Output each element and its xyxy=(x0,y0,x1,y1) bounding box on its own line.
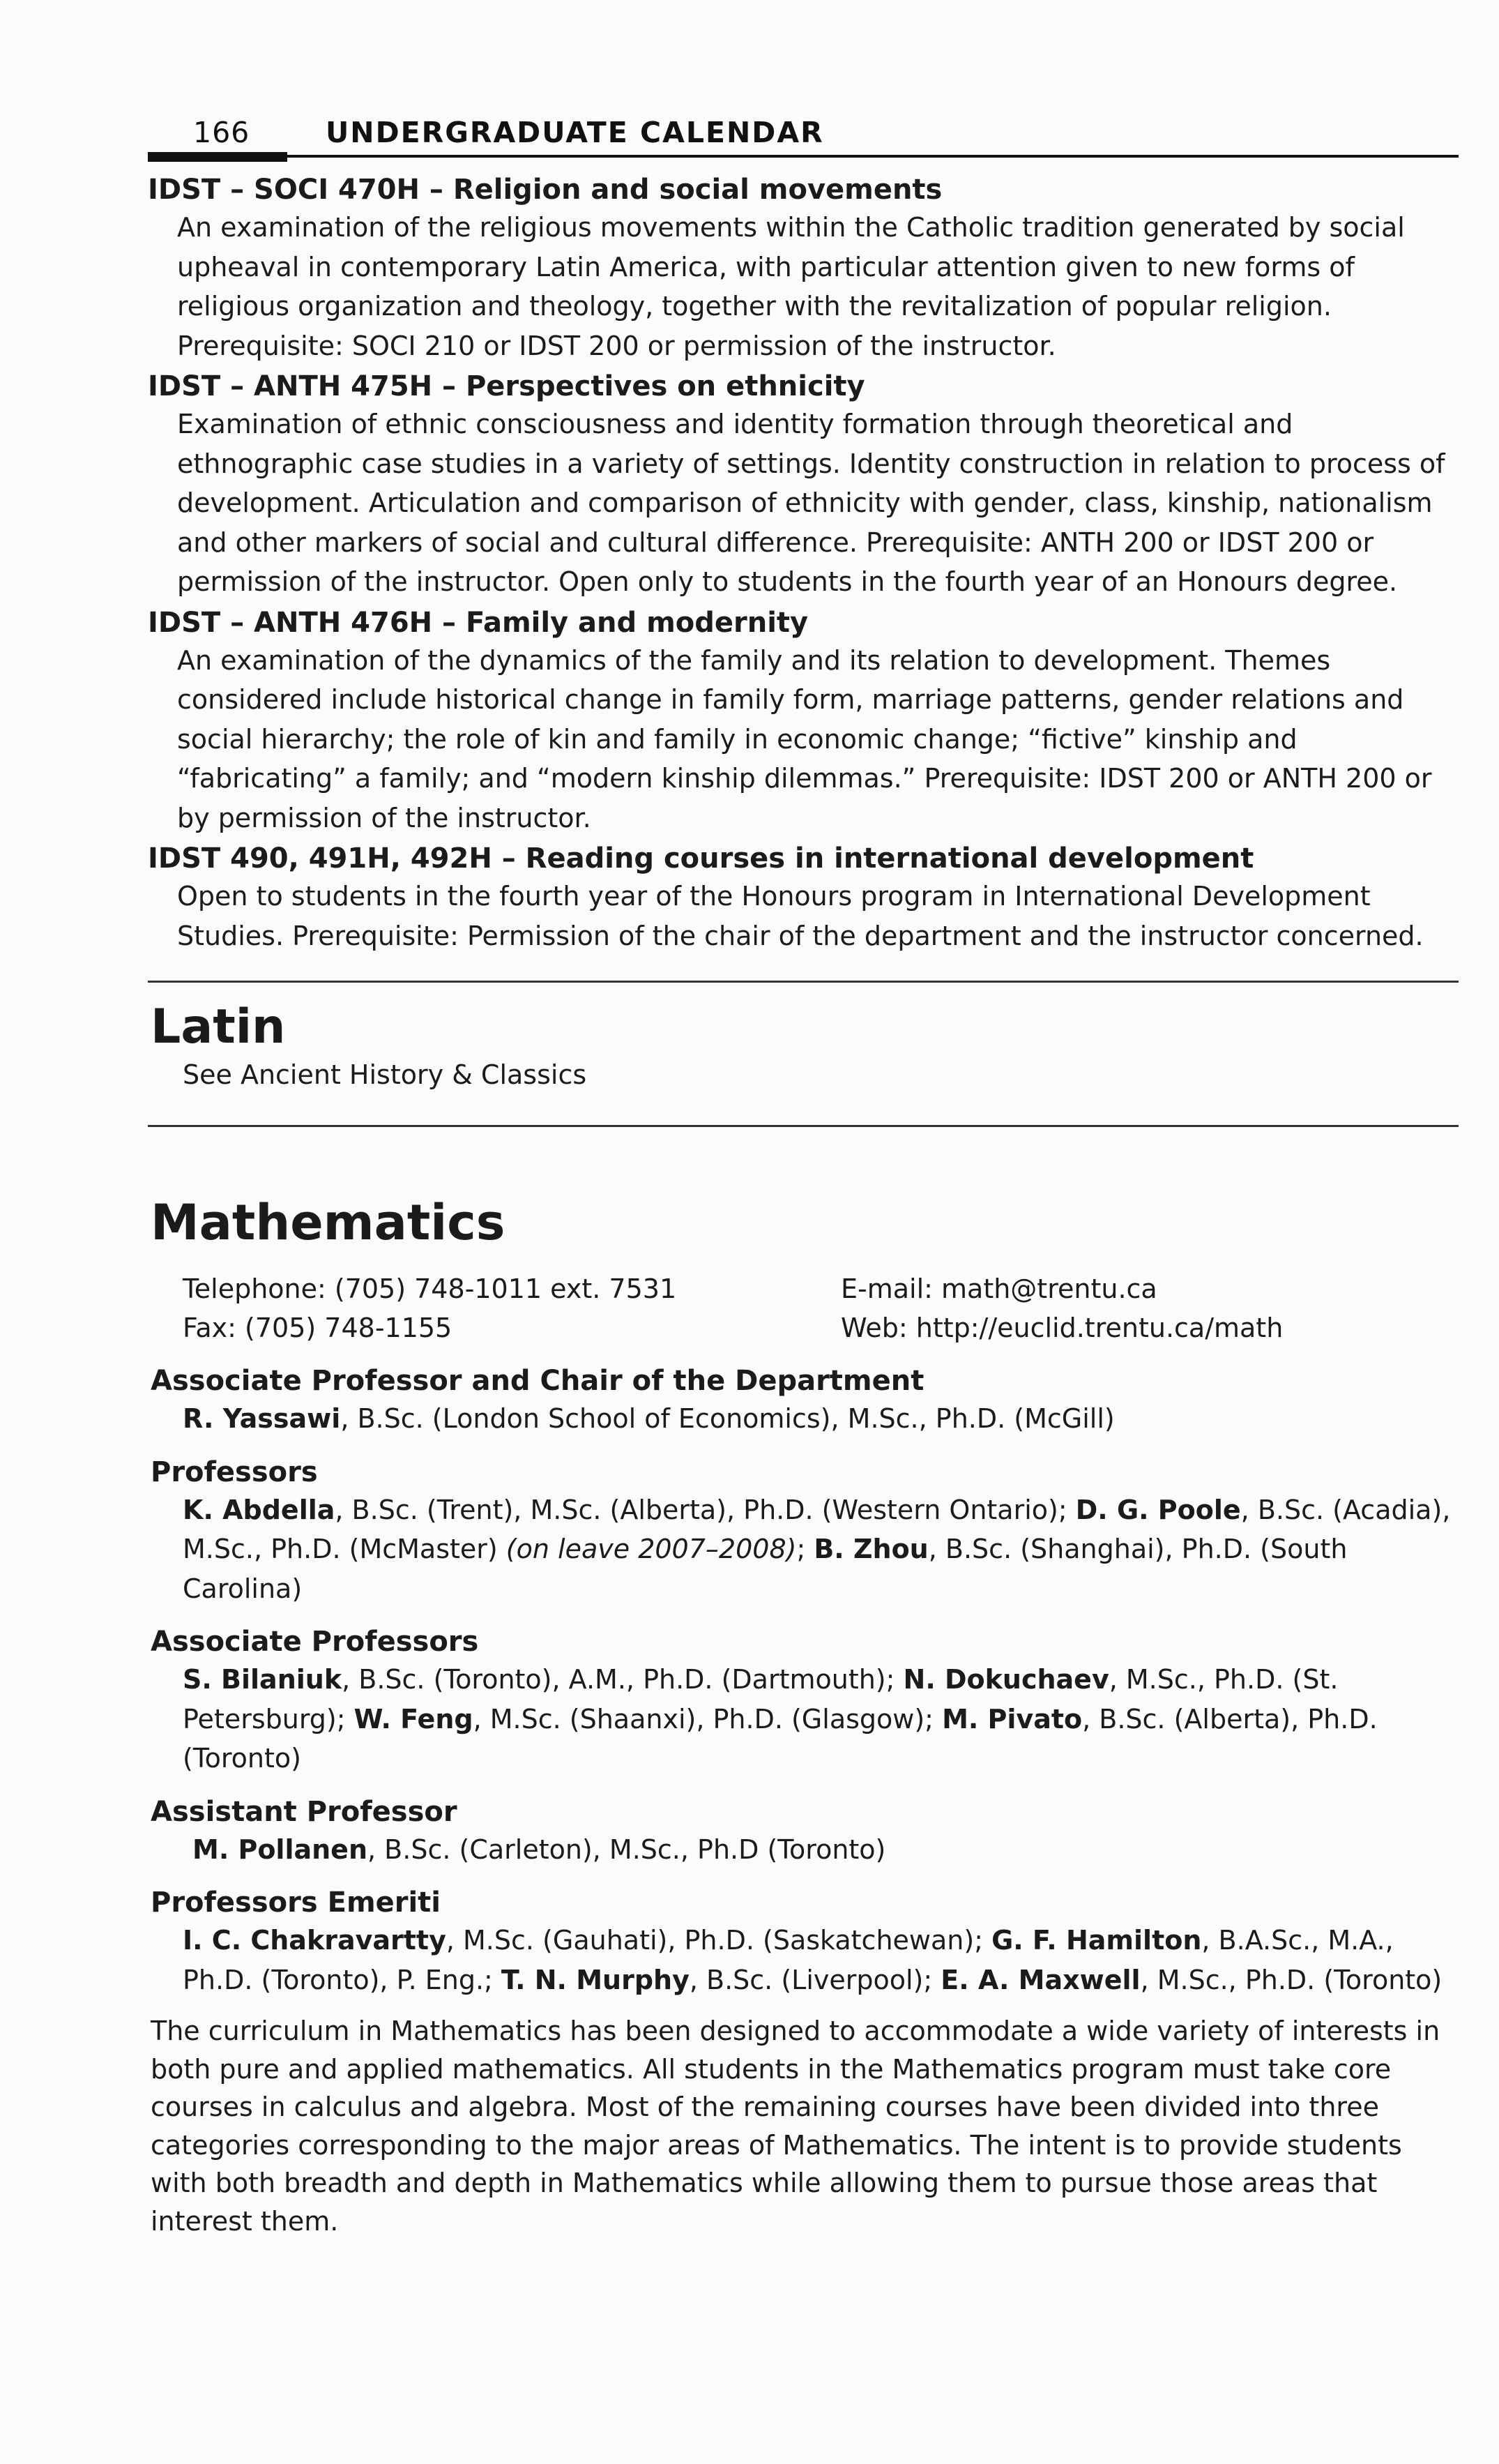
faculty-credentials: , B.Sc. (Acadia), M.Sc., Ph.D. (McMaster) xyxy=(183,1494,1451,1564)
faculty-name: D. G. Poole xyxy=(1075,1494,1241,1525)
course-entry xyxy=(148,368,1459,602)
faculty-list-emeriti xyxy=(148,1921,1459,2000)
email: E-mail: math@trentu.ca xyxy=(841,1273,1157,1304)
section-divider xyxy=(148,981,1459,983)
course-entry xyxy=(148,840,1459,955)
course-title: IDST – ANTH 476H – Family and modernity xyxy=(148,606,809,639)
faculty-credentials: , B.Sc. (Alberta), Ph.D. (Toronto) xyxy=(183,1703,1378,1774)
faculty-name: K. Abdella xyxy=(183,1494,335,1525)
faculty-name: M. Pivato xyxy=(942,1703,1083,1734)
program-introduction: The curriculum in Mathematics has been designed to accommodate a wide variety of interests in both pure and applied mathematics. All students in the Mathematics program must take core courses in calculus and algebra. Most of the remaining courses have been divided into three categories corresponding to the major areas of Mathematics. The intent is to provide students with both breadth and depth in Mathematics while allowing them to pursue those areas that interest them. xyxy=(151,2016,1440,2237)
faculty-name: S. Bilaniuk xyxy=(183,1664,342,1695)
page-content xyxy=(148,105,1459,2240)
section-heading-mathematics: Mathematics xyxy=(151,1194,505,1251)
faculty-list-associate xyxy=(148,1660,1459,1778)
faculty-name: M. Pollanen xyxy=(192,1834,368,1865)
course-title: IDST – ANTH 475H – Perspectives on ethnicity xyxy=(148,370,865,402)
faculty-list-chair xyxy=(148,1399,1459,1439)
section-heading-latin: Latin xyxy=(151,999,286,1055)
faculty-credentials: , M.Sc., Ph.D. (St. Petersburg); xyxy=(183,1664,1339,1734)
faculty-credentials: , B.A.Sc., M.A., Ph.D. (Toronto), P. Eng.; xyxy=(183,1925,1394,1995)
faculty-credentials: , B.Sc. (London School of Economics), M.Sc., Ph.D. (McGill) xyxy=(340,1403,1115,1434)
faculty-name: B. Zhou xyxy=(814,1534,929,1564)
faculty-credentials: , B.Sc. (Liverpool); xyxy=(689,1964,941,1995)
telephone: Telephone: (705) 748-1011 ext. 7531 xyxy=(183,1273,677,1304)
faculty-credentials: , M.Sc. (Shaanxi), Ph.D. (Glasgow); xyxy=(473,1703,943,1734)
contact-info xyxy=(148,1269,1459,1347)
course-entry xyxy=(148,172,1459,365)
running-header xyxy=(148,105,1459,149)
course-title: IDST 490, 491H, 492H – Reading courses in international development xyxy=(148,842,1254,875)
course-description: Examination of ethnic consciousness and identity formation through theoretical and ethnographic case studies in a variety of settings. Identity construction in relation to process of development. Articulation and comparison of ethnicity with gender, class, kinship, nationalism and other markers of social and cultural difference. Prerequisite: ANTH 200 or IDST 200 or permission of the instructor. Open only to students in the fourth year of an Honours degree. xyxy=(177,409,1445,597)
role-heading-associate: Associate Professors xyxy=(151,1626,479,1658)
faculty-name: W. Feng xyxy=(353,1703,473,1734)
course-description: An examination of the dynamics of the family and its relation to development. Themes considered include historical change in family form, marriage patterns, gender relations and social hierarchy; the role of kin and family in economic change; “fictive” kinship and “fabricating” a family; and “modern kinship dilemmas.” Prerequisite: IDST 200 or ANTH 200 or by permission of the instructor. xyxy=(177,644,1432,833)
role-heading-emeriti: Professors Emeriti xyxy=(151,1887,441,1919)
faculty-name: R. Yassawi xyxy=(183,1403,341,1434)
faculty-credentials: , B.Sc. (Carleton), M.Sc., Ph.D (Toronto) xyxy=(367,1834,886,1865)
fax: Fax: (705) 748-1155 xyxy=(183,1313,452,1343)
faculty-credentials: , M.Sc., Ph.D. (Toronto) xyxy=(1140,1964,1443,1995)
section-divider xyxy=(148,1125,1459,1127)
cross-reference: See Ancient History & Classics xyxy=(183,1059,587,1090)
faculty-list-assistant xyxy=(148,1830,1459,1870)
leave-note: (on leave 2007–2008) xyxy=(505,1534,797,1564)
course-description: An examination of the religious movements within the Catholic tradition generated by social upheaval in contemporary Latin America, with particular attention given to new forms of religious organization and theology, together with the revitalization of popular religion. Prerequisite: SOCI 210 or IDST 200 or permission of the instructor. xyxy=(177,212,1405,361)
running-title: UNDERGRADUATE CALENDAR xyxy=(326,116,824,149)
course-description: Open to students in the fourth year of the Honours program in International Development Studies. Prerequisite: Permission of the chair of the department and the instructor concerned. xyxy=(177,881,1424,951)
role-heading-chair: Associate Professor and Chair of the Department xyxy=(151,1365,924,1397)
faculty-name: E. A. Maxwell xyxy=(941,1964,1141,1995)
course-title: IDST – SOCI 470H – Religion and social movements xyxy=(148,174,943,206)
header-rule xyxy=(148,152,1459,162)
course-entry xyxy=(148,605,1459,838)
role-heading-professors: Professors xyxy=(151,1456,318,1488)
faculty-credentials: , B.Sc. (Toronto), A.M., Ph.D. (Dartmouth); xyxy=(342,1664,904,1695)
faculty-credentials: , B.Sc. (Shanghai), Ph.D. (South Carolina) xyxy=(183,1534,1348,1604)
faculty-list-professors xyxy=(148,1490,1459,1609)
faculty-name: T. N. Murphy xyxy=(501,1964,690,1995)
website: Web: http://euclid.trentu.ca/math xyxy=(841,1313,1284,1343)
faculty-name: G. F. Hamilton xyxy=(991,1925,1202,1956)
role-heading-assistant: Assistant Professor xyxy=(151,1795,457,1828)
page-number: 166 xyxy=(193,116,250,149)
faculty-name: I. C. Chakravartty xyxy=(183,1925,446,1956)
faculty-credentials: , B.Sc. (Trent), M.Sc. (Alberta), Ph.D. (Western Ontario); xyxy=(335,1494,1076,1525)
separator: ; xyxy=(796,1534,814,1564)
faculty-name: N. Dokuchaev xyxy=(903,1664,1109,1695)
faculty-credentials: , M.Sc. (Gauhati), Ph.D. (Saskatchewan); xyxy=(446,1925,992,1956)
